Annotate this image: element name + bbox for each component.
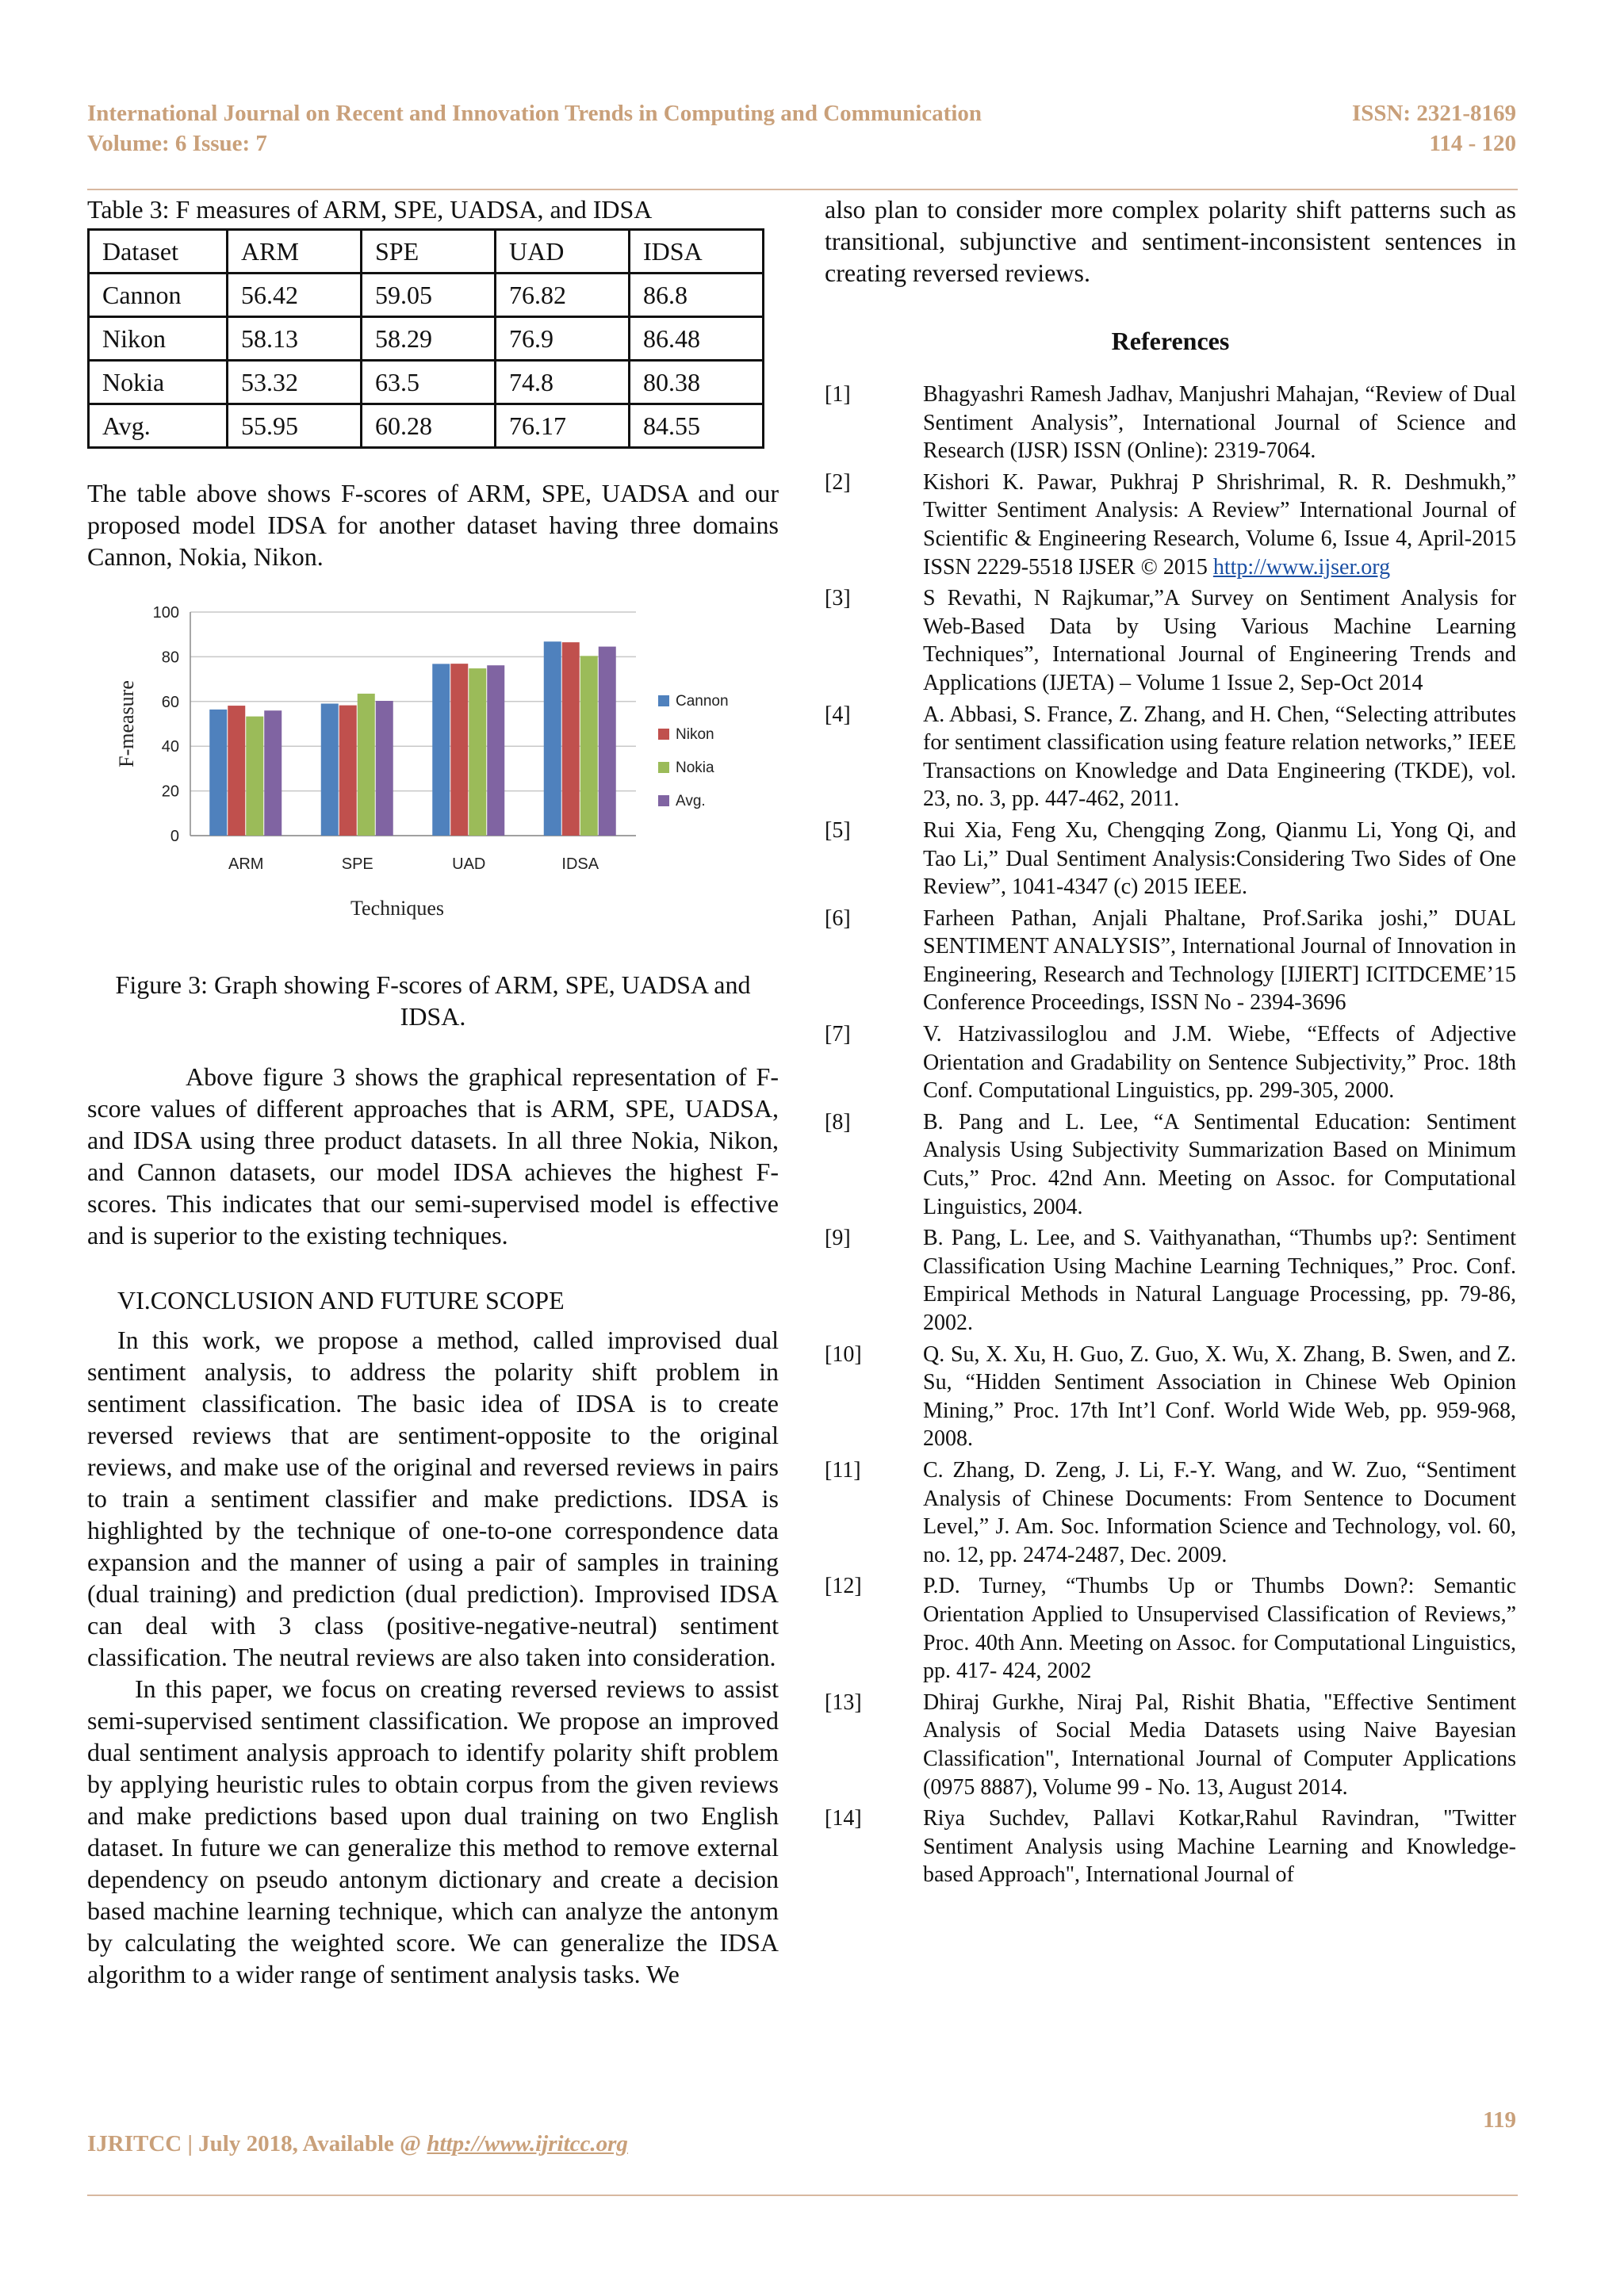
reference-body: Riya Suchdev, Pallavi Kotkar,Rahul Ravindran, "Twitter Sentiment Analysis using Machine Learning and Knowledge-based Approach", International Journal of bbox=[923, 1806, 1516, 1888]
bar-nokia-idsa bbox=[580, 656, 598, 836]
fscore-chart bbox=[87, 604, 779, 953]
table-header-cell: IDSA bbox=[630, 230, 764, 274]
reference-number: [14] bbox=[825, 1806, 862, 1831]
legend-swatch bbox=[658, 729, 669, 740]
journal-issn-block bbox=[1352, 98, 1516, 159]
references-list bbox=[825, 381, 1516, 1889]
reference-item bbox=[825, 1572, 1516, 1685]
table-header-cell: Dataset bbox=[89, 230, 228, 274]
reference-number: [6] bbox=[825, 905, 851, 931]
table-header-cell: ARM bbox=[228, 230, 362, 274]
reference-item bbox=[825, 1341, 1516, 1453]
bar-avg-arm bbox=[264, 710, 282, 836]
left-column bbox=[87, 193, 779, 1990]
reference-number: [10] bbox=[825, 1341, 862, 1367]
legend-swatch bbox=[658, 795, 669, 806]
table-cell: 86.8 bbox=[630, 274, 764, 317]
page-number: 119 bbox=[1483, 2107, 1516, 2133]
right-column bbox=[825, 193, 1516, 1892]
y-tick-label: 100 bbox=[152, 604, 179, 622]
reference-item bbox=[825, 1020, 1516, 1105]
reference-text bbox=[923, 1020, 1516, 1105]
legend-label: Cannon bbox=[676, 693, 729, 710]
figure-description: Above figure 3 shows the graphical representation of F-score values of different approaches that is ARM, SPE, UADSA, and IDSA using three product datasets. In all three Nokia, Nikon, and Cannon datasets, our model IDSA achieves the highest F-scores. This indicates that our semi-supervised model is effective and is superior to the existing techniques. bbox=[87, 1062, 779, 1249]
table-cell: 59.05 bbox=[362, 274, 496, 317]
footer-link[interactable]: http://www.ijritcc.org bbox=[427, 2131, 628, 2156]
table-cell: 60.28 bbox=[362, 404, 496, 448]
y-axis-title: F-measure bbox=[115, 680, 138, 767]
reference-link[interactable]: http://www.ijser.org bbox=[1212, 554, 1391, 580]
table-cell: 58.29 bbox=[362, 317, 496, 361]
reference-body: Farheen Pathan, Anjali Phaltane, Prof.Sarika joshi,” DUAL SENTIMENT ANALYSIS”, International Journal of Innovation in Engineering, Research and Technology [IJIERT] ICITDCEME’15 Conference Proceedings, ISSN No - 2394-3696 bbox=[923, 905, 1516, 1016]
reference-text bbox=[923, 1456, 1516, 1569]
figure-caption: Figure 3: Graph showing F-scores of ARM, SPE, UADSA and IDSA. bbox=[115, 970, 751, 1031]
x-tick-label: UAD bbox=[452, 855, 486, 873]
footer bbox=[87, 2131, 628, 2157]
reference-text bbox=[923, 381, 1516, 465]
table-cell: 74.8 bbox=[496, 361, 630, 404]
table-cell: 80.38 bbox=[630, 361, 764, 404]
reference-body: A. Abbasi, S. France, Z. Zhang, and H. Chen, “Selecting attributes for sentiment classification using feature relation networks,” IEEE Transactions on Knowledge and Data Engineering (TKDE), vol. 23, no. 3, pp. 447-462, 2011. bbox=[923, 702, 1516, 812]
journal-header bbox=[87, 98, 982, 159]
bar-cannon-idsa bbox=[544, 641, 561, 836]
reference-body: Q. Su, X. Xu, H. Guo, Z. Guo, X. Wu, X. Zhang, B. Swen, and Z. Su, “Hidden Sentiment Association in Chinese Web Opinion Mining,” Proc. 17th Int’l Conf. World Wide Web, pp. 959-968, 2008. bbox=[923, 1341, 1516, 1452]
bar-nikon-idsa bbox=[562, 642, 580, 836]
journal-pages: 114 - 120 bbox=[1429, 131, 1516, 156]
reference-body: Rui Xia, Feng Xu, Chengqing Zong, Qianmu Li, Yong Qi, and Tao Li,” Dual Sentiment Analysis:Considering Two Sides of One Review”, 1041-4347 (c) 2015 IEEE. bbox=[923, 817, 1516, 900]
table-row bbox=[89, 317, 764, 361]
legend-label: Nokia bbox=[676, 760, 714, 776]
reference-body: P.D. Turney, “Thumbs Up or Thumbs Down?: Semantic Orientation Applied to Unsupervised Classification of Reviews,” Proc. 40th Ann. Meeting on Assoc. for Computational Linguistics, pp. 417- 424, 2002 bbox=[923, 1574, 1516, 1684]
legend-label: Avg. bbox=[676, 793, 706, 809]
table-cell: 55.95 bbox=[228, 404, 362, 448]
reference-body: V. Hatzivassiloglou and J.M. Wiebe, “Effects of Adjective Orientation and Gradability on Sentence Subjectivity,” Proc. 18th Conf. Computational Linguistics, pp. 299-305, 2000. bbox=[923, 1022, 1516, 1104]
reference-text bbox=[923, 1804, 1516, 1889]
reference-text bbox=[923, 1341, 1516, 1453]
reference-text bbox=[923, 905, 1516, 1017]
reference-number: [4] bbox=[825, 702, 851, 727]
table-cell: Nokia bbox=[89, 361, 228, 404]
bar-cannon-arm bbox=[209, 710, 227, 836]
fmeasure-table bbox=[87, 228, 764, 449]
table-cell: 53.32 bbox=[228, 361, 362, 404]
bar-nikon-arm bbox=[228, 706, 245, 836]
reference-number: [11] bbox=[825, 1457, 861, 1483]
reference-item bbox=[825, 469, 1516, 581]
reference-number: [1] bbox=[825, 382, 851, 407]
legend-swatch bbox=[658, 762, 669, 773]
future-scope-paragraph: also plan to consider more complex polarity shift patterns such as transitional, subjunctive and sentiment-inconsistent sentences in creating reversed reviews. bbox=[825, 195, 1516, 287]
table-cell: 63.5 bbox=[362, 361, 496, 404]
reference-body: Bhagyashri Ramesh Jadhav, Manjushri Mahajan, “Review of Dual Sentiment Analysis”, International Journal of Science and Research (IJSR) ISSN (Online): 2319-7064. bbox=[923, 382, 1516, 464]
table-cell: 76.9 bbox=[496, 317, 630, 361]
footer-text: IJRITCC | July 2018, Available @ bbox=[87, 2131, 427, 2156]
y-tick-label: 0 bbox=[170, 828, 179, 845]
reference-item bbox=[825, 1689, 1516, 1801]
reference-number: [5] bbox=[825, 817, 851, 843]
reference-text bbox=[923, 817, 1516, 901]
reference-item bbox=[825, 701, 1516, 813]
bar-avg-uad bbox=[487, 665, 504, 836]
reference-number: [2] bbox=[825, 469, 851, 495]
bar-cannon-uad bbox=[432, 664, 450, 836]
table-header-cell: SPE bbox=[362, 230, 496, 274]
conclusion-paragraph: In this work, we propose a method, called improvised dual sentiment analysis, to address the polarity shift problem in sentiment classification. The basic idea of IDSA is to create reversed reviews that are sentiment-opposite to the original reviews, and make use of the original and reversed reviews in pairs to train a sentiment classifier and make predictions. IDSA is highlighted by the technique of one-to-one correspondence data expansion and the manner of using a pair of samples in training (dual training) and prediction (dual prediction). Improvised IDSA can deal with 3 class (positive-negative-neutral) sentiment classification. The neutral reviews are also taken into consideration. bbox=[87, 1326, 779, 1671]
reference-text bbox=[923, 1572, 1516, 1685]
reference-body: Dhiraj Gurkhe, Niraj Pal, Rishit Bhatia, "Effective Sentiment Analysis of Social Media Datasets using Naive Bayesian Classification", International Journal of Computer Applications (0975 8887), Volume 99 - No. 13, August 2014. bbox=[923, 1689, 1516, 1800]
reference-text bbox=[923, 584, 1516, 697]
section-title: VI.CONCLUSION AND FUTURE SCOPE bbox=[117, 1286, 565, 1314]
bar-nikon-spe bbox=[339, 706, 357, 836]
reference-item bbox=[825, 1224, 1516, 1337]
table-cell: 56.42 bbox=[228, 274, 362, 317]
table-row bbox=[89, 404, 764, 448]
bar-avg-spe bbox=[376, 701, 393, 836]
reference-number: [12] bbox=[825, 1574, 862, 1599]
reference-item bbox=[825, 584, 1516, 697]
table-cell: 76.17 bbox=[496, 404, 630, 448]
journal-issn: ISSN: 2321-8169 bbox=[1351, 101, 1516, 126]
table-cell: 86.48 bbox=[630, 317, 764, 361]
reference-text bbox=[923, 1108, 1516, 1221]
reference-text bbox=[923, 701, 1516, 813]
table-description: The table above shows F-scores of ARM, SPE, UADSA and our proposed model IDSA for another dataset having three domains Cannon, Nokia, Nikon. bbox=[87, 479, 779, 571]
reference-body: S Revathi, N Rajkumar,”A Survey on Sentiment Analysis for Web-Based Data by Using Various Machine Learning Techniques”, International Journal of Engineering Trends and Applications (IJETA) – Volume 1 Issue 2, Sep-Oct 2014 bbox=[923, 586, 1516, 695]
reference-body: Kishori K. Pawar, Pukhraj P Shrishrimal, R. R. Deshmukh,” Twitter Sentiment Analysis: A Review” International Journal of Scientific & Engineering Research, Volume 6, Issue 4, April-2015 ISSN 2229-5518 IJSER © 2015 bbox=[923, 469, 1516, 580]
conclusion-paragraph-2: In this paper, we focus on creating reversed reviews to assist semi-supervised sentiment classification. We propose an improved dual sentiment analysis approach to identify polarity shift problem by applying heuristic rules to obtain corpus from the given reviews and make predictions based upon dual training on two English dataset. In future we can generalize this method to remove external dependency on pseudo antonym dictionary and create a decision based machine learning technique, which can analyze the antonym by calculating the weighted score. We can generalize the IDSA algorithm to a wider range of sentiment analysis tasks. We bbox=[87, 1674, 779, 1988]
bar-nokia-spe bbox=[358, 694, 375, 836]
fscore-chart-svg bbox=[87, 604, 779, 953]
reference-number: [9] bbox=[825, 1226, 851, 1251]
reference-text bbox=[923, 1224, 1516, 1337]
reference-body: C. Zhang, D. Zeng, J. Li, F.-Y. Wang, and W. Zuo, “Sentiment Analysis of Chinese Documents: From Sentence to Document Level,” J. Am. Soc. Information Science and Technology, vol. 60, no. 12, pp. 2474-2487, Dec. 2009. bbox=[923, 1457, 1516, 1567]
table-row bbox=[89, 274, 764, 317]
references-title: References bbox=[1111, 327, 1230, 355]
bar-cannon-spe bbox=[321, 703, 339, 836]
reference-item bbox=[825, 1108, 1516, 1221]
y-tick-label: 60 bbox=[161, 693, 179, 711]
reference-item bbox=[825, 381, 1516, 465]
journal-title: International Journal on Recent and Innovation Trends in Computing and Communication bbox=[87, 101, 982, 126]
x-tick-label: ARM bbox=[228, 855, 264, 873]
table-cell: 58.13 bbox=[228, 317, 362, 361]
y-tick-label: 40 bbox=[161, 738, 179, 756]
table-cell: Avg. bbox=[89, 404, 228, 448]
bar-nokia-uad bbox=[469, 668, 486, 836]
reference-item bbox=[825, 905, 1516, 1017]
table-cell: Nikon bbox=[89, 317, 228, 361]
x-tick-label: SPE bbox=[341, 855, 373, 873]
reference-body: B. Pang, L. Lee, and S. Vaithyanathan, “Thumbs up?: Sentiment Classification Using Machine Learning Techniques,” Proc. Conf. Empirical Methods in Natural Language Processing, pp. 79-86, 2002. bbox=[923, 1226, 1516, 1335]
table-caption: Table 3: F measures of ARM, SPE, UADSA, and IDSA bbox=[87, 195, 653, 224]
reference-item bbox=[825, 817, 1516, 901]
reference-body: B. Pang and L. Lee, “A Sentimental Education: Sentiment Analysis Using Subjectivity Summarization Based on Minimum Cuts,” Proc. 42nd Ann. Meeting on Assoc. for Computational Linguistics, 2004. bbox=[923, 1109, 1516, 1219]
reference-number: [13] bbox=[825, 1689, 862, 1715]
journal-volume: Volume: 6 Issue: 7 bbox=[87, 131, 267, 156]
reference-item bbox=[825, 1456, 1516, 1569]
reference-number: [3] bbox=[825, 586, 851, 611]
legend-label: Nikon bbox=[676, 726, 714, 743]
bar-nokia-arm bbox=[246, 717, 263, 836]
reference-text bbox=[923, 1689, 1516, 1801]
table-cell: 76.82 bbox=[496, 274, 630, 317]
table-header-row bbox=[89, 230, 764, 274]
bar-nikon-uad bbox=[450, 664, 468, 836]
header-divider bbox=[87, 189, 1518, 190]
footer-divider bbox=[87, 2195, 1518, 2196]
reference-item bbox=[825, 1804, 1516, 1889]
bar-avg-idsa bbox=[599, 647, 616, 836]
table-cell: 84.55 bbox=[630, 404, 764, 448]
legend-swatch bbox=[658, 695, 669, 706]
table-header-cell: UAD bbox=[496, 230, 630, 274]
table-row bbox=[89, 361, 764, 404]
x-tick-label: IDSA bbox=[561, 855, 599, 873]
reference-text bbox=[923, 469, 1516, 581]
reference-number: [8] bbox=[825, 1109, 851, 1135]
y-tick-label: 20 bbox=[161, 783, 179, 801]
reference-number: [7] bbox=[825, 1022, 851, 1047]
x-axis-title: Techniques bbox=[350, 897, 445, 920]
table-cell: Cannon bbox=[89, 274, 228, 317]
y-tick-label: 80 bbox=[161, 649, 179, 667]
